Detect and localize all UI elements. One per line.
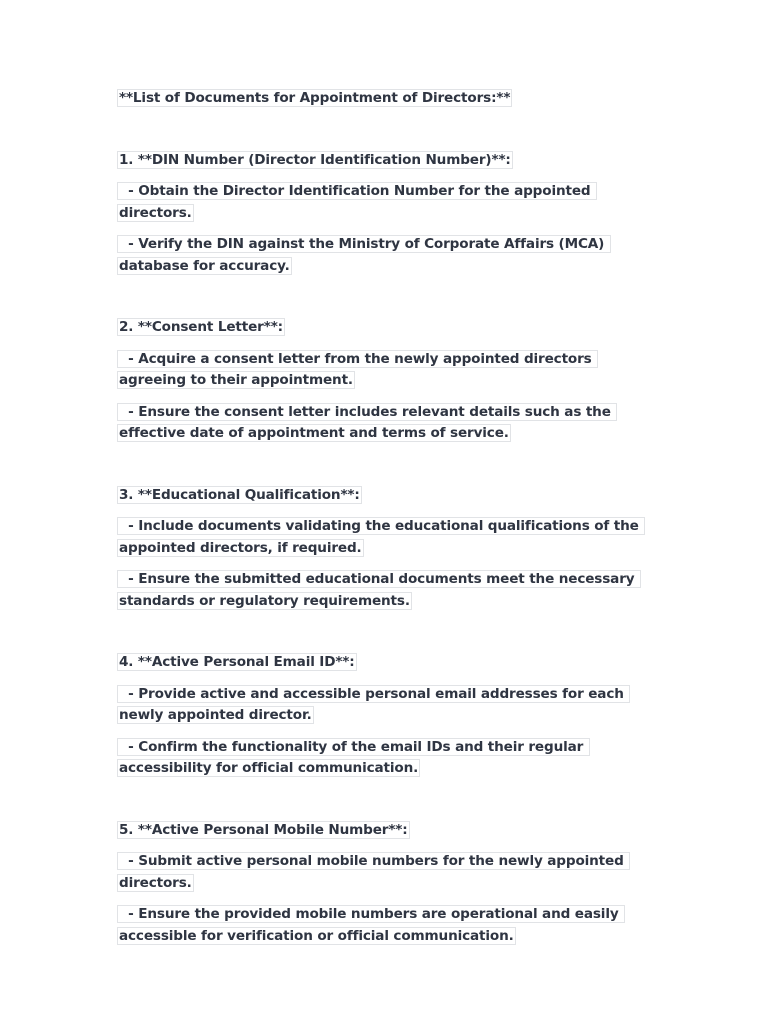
list-item bbox=[117, 569, 647, 612]
list-item bbox=[117, 516, 647, 559]
list-item bbox=[117, 402, 647, 445]
section-heading bbox=[117, 485, 647, 507]
list-item bbox=[117, 737, 647, 780]
section-consent-letter bbox=[117, 317, 647, 445]
section-din-number bbox=[117, 150, 647, 278]
list-item bbox=[117, 684, 647, 727]
list-item-text: - Obtain the Director Identification Number for the appointed directors. bbox=[119, 183, 596, 221]
list-item-text: - Ensure the provided mobile numbers are operational and easily accessible for verification or official communication. bbox=[119, 906, 624, 944]
section-heading-text: 5. **Active Personal Mobile Number**: bbox=[119, 821, 408, 838]
section-heading bbox=[117, 150, 647, 172]
document-title-text: **List of Documents for Appointment of Directors:** bbox=[119, 90, 511, 106]
list-item bbox=[117, 349, 647, 392]
list-item-text: - Include documents validating the educational qualifications of the appointed directors, if required. bbox=[119, 518, 644, 556]
list-item bbox=[117, 851, 647, 894]
list-item-text: - Verify the DIN against the Ministry of Corporate Affairs (MCA) database for accuracy. bbox=[119, 236, 609, 274]
section-personal-email bbox=[117, 652, 647, 780]
section-heading-text: 1. **DIN Number (Director Identification Number)**: bbox=[119, 151, 511, 168]
list-item bbox=[117, 234, 647, 277]
list-item bbox=[117, 181, 647, 224]
section-mobile-number bbox=[117, 820, 647, 948]
list-item-text: - Submit active personal mobile numbers for the newly appointed directors. bbox=[119, 853, 629, 891]
section-heading bbox=[117, 820, 647, 842]
list-item-text: - Provide active and accessible personal email addresses for each newly appointed director. bbox=[119, 685, 629, 723]
document-title bbox=[117, 88, 647, 110]
section-heading-text: 4. **Active Personal Email ID**: bbox=[119, 654, 355, 670]
list-item-text: - Acquire a consent letter from the newly appointed directors agreeing to their appointment. bbox=[119, 350, 597, 388]
list-item bbox=[117, 904, 647, 947]
section-heading-text: 3. **Educational Qualification**: bbox=[119, 486, 360, 503]
list-item-text: - Ensure the consent letter includes relevant details such as the effective date of appointment and terms of service. bbox=[119, 403, 616, 441]
list-item-text: - Confirm the functionality of the email IDs and their regular accessibility for official communication. bbox=[119, 738, 588, 776]
list-item-text: - Ensure the submitted educational documents meet the necessary standards or regulatory requirements. bbox=[119, 571, 640, 609]
section-heading bbox=[117, 317, 647, 339]
section-heading bbox=[117, 652, 647, 674]
section-educational-qualification bbox=[117, 485, 647, 613]
section-heading-text: 2. **Consent Letter**: bbox=[119, 319, 283, 335]
document-content bbox=[117, 88, 647, 947]
